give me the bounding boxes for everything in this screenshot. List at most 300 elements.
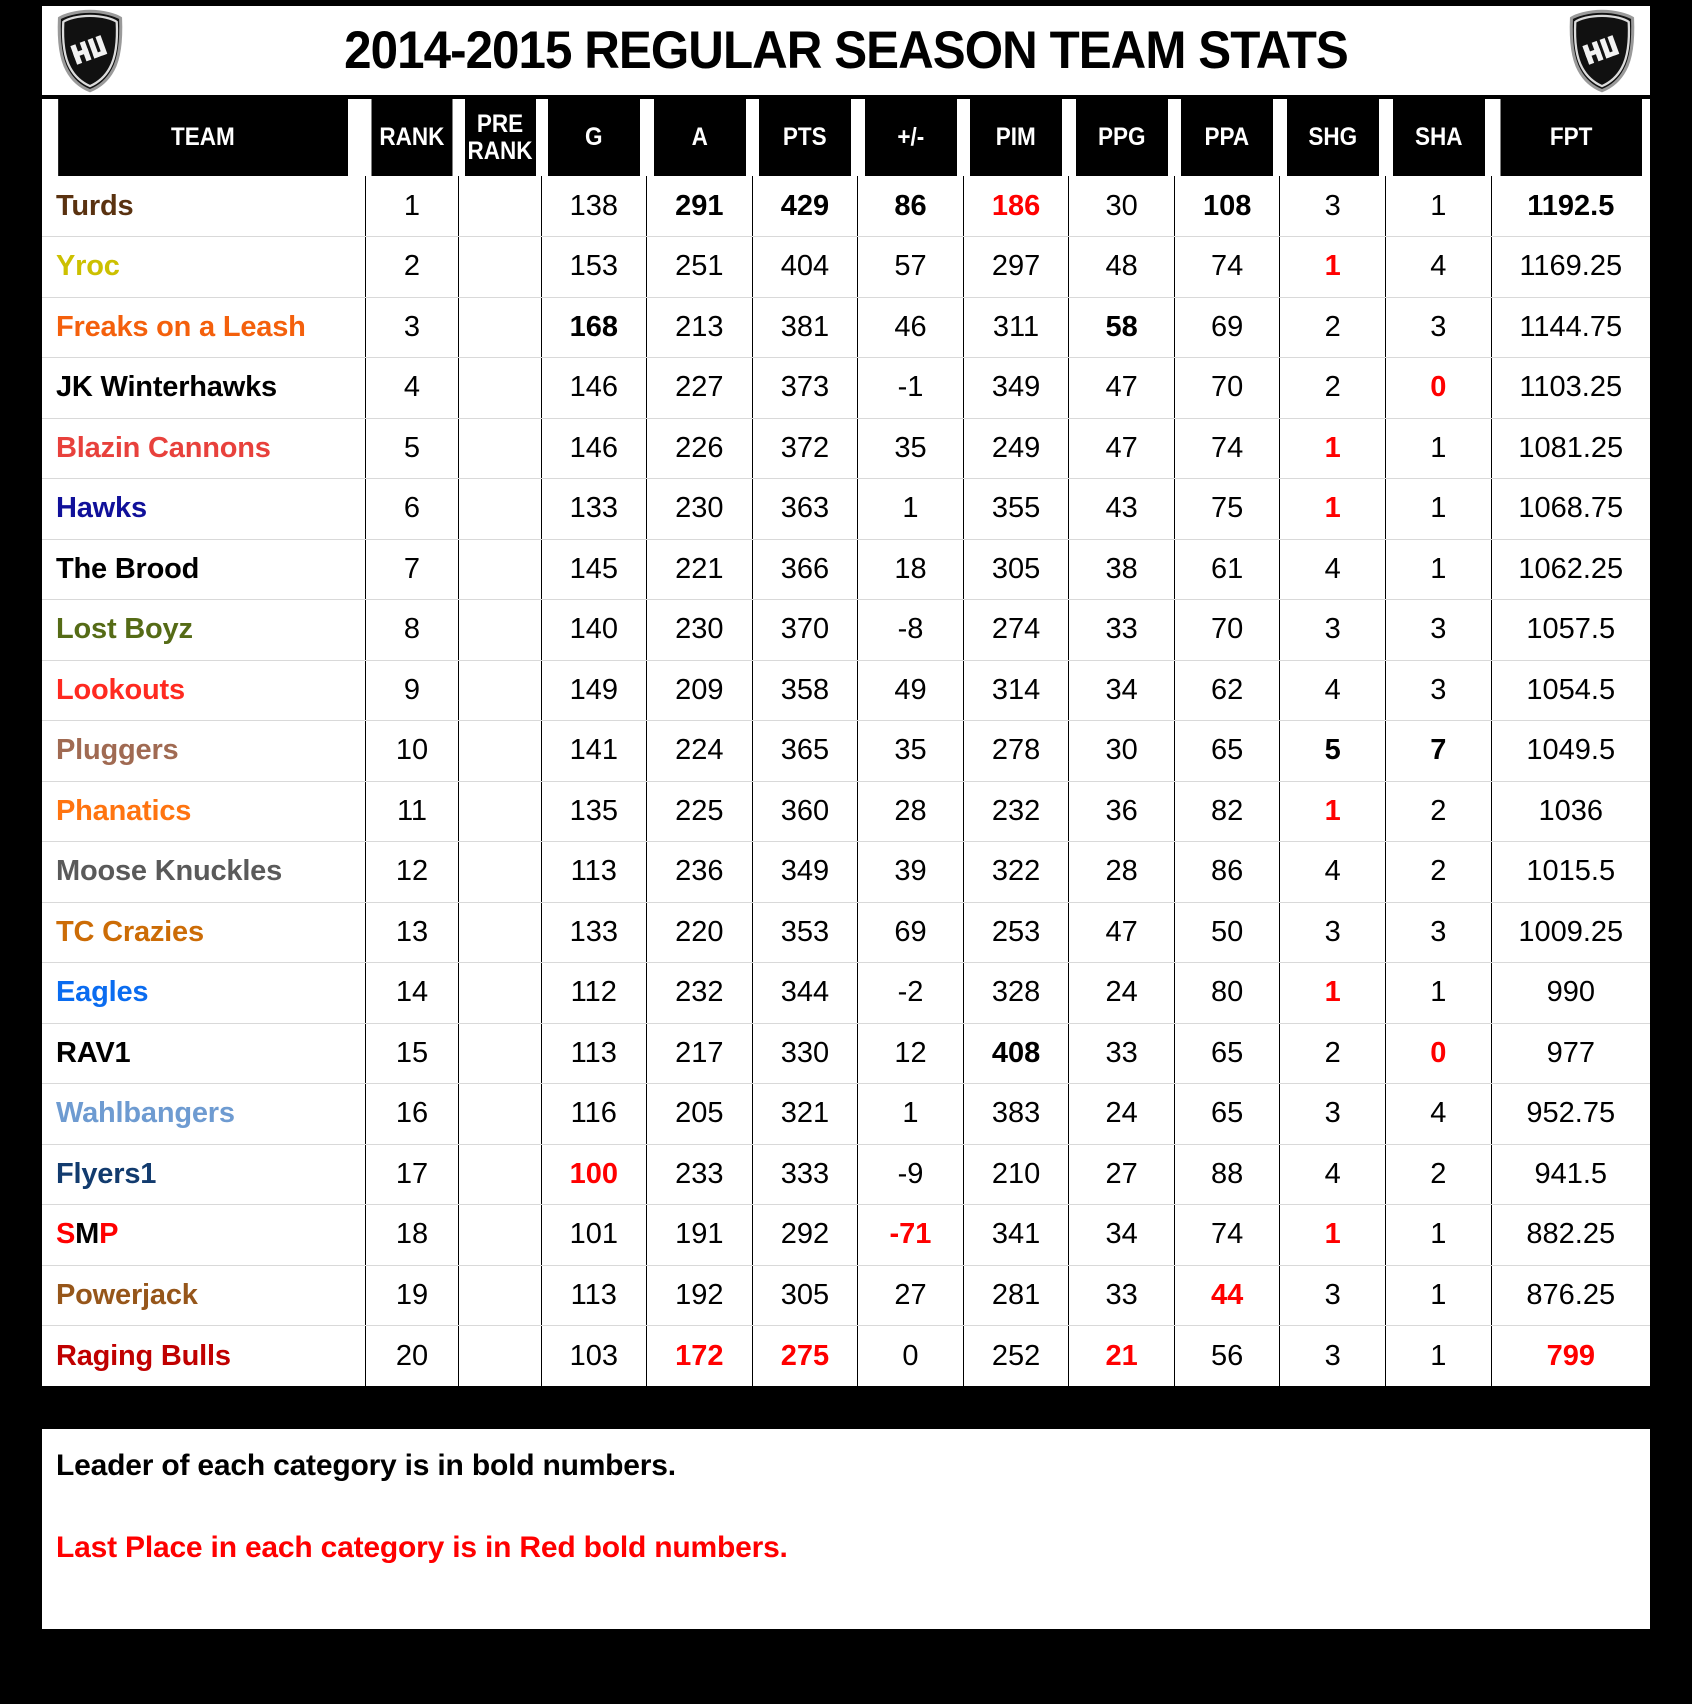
table-row[interactable] [42, 358, 1650, 419]
cell-a[interactable]: 224 [647, 721, 753, 782]
cell-pim[interactable]: 408 [963, 1023, 1069, 1084]
cell-pim[interactable]: 322 [963, 842, 1069, 903]
cell-pm[interactable]: 49 [858, 660, 964, 721]
cell-g[interactable]: 113 [541, 842, 647, 903]
cell-sha[interactable]: 2 [1386, 842, 1492, 903]
cell-ppa[interactable]: 86 [1174, 842, 1280, 903]
cell-pm[interactable]: -71 [858, 1205, 964, 1266]
team-name-cell[interactable]: Powerjack [42, 1265, 365, 1326]
cell-shg[interactable]: 3 [1280, 1265, 1386, 1326]
cell-ppg[interactable]: 28 [1069, 842, 1175, 903]
cell-rank[interactable]: 11 [365, 781, 459, 842]
cell-g[interactable]: 146 [541, 418, 647, 479]
cell-pim[interactable]: 232 [963, 781, 1069, 842]
cell-g[interactable]: 133 [541, 479, 647, 540]
cell-pm[interactable]: 12 [858, 1023, 964, 1084]
cell-a[interactable]: 233 [647, 1144, 753, 1205]
cell-a[interactable]: 291 [647, 176, 753, 237]
team-stats-table [42, 99, 1650, 1386]
team-name-cell[interactable]: Phanatics [42, 781, 365, 842]
team-name-cell[interactable]: Blazin Cannons [42, 418, 365, 479]
table-row[interactable] [42, 963, 1650, 1024]
cell-pm[interactable]: 27 [858, 1265, 964, 1326]
cell-shg[interactable]: 4 [1280, 539, 1386, 600]
cell-ppa[interactable]: 82 [1174, 781, 1280, 842]
cell-a[interactable]: 217 [647, 1023, 753, 1084]
cell-a[interactable]: 227 [647, 358, 753, 419]
cell-fpt[interactable]: 1169.25 [1491, 237, 1650, 298]
cell-fpt[interactable]: 1081.25 [1491, 418, 1650, 479]
cell-pim[interactable]: 252 [963, 1326, 1069, 1387]
cell-pm[interactable]: 57 [858, 237, 964, 298]
table-row[interactable] [42, 721, 1650, 782]
cell-fpt[interactable]: 1103.25 [1491, 358, 1650, 419]
cell-fpt[interactable]: 799 [1491, 1326, 1650, 1387]
column-header-ppg[interactable] [1074, 99, 1169, 176]
cell-shg[interactable]: 3 [1280, 1084, 1386, 1145]
cell-pm[interactable]: -1 [858, 358, 964, 419]
cell-pts[interactable]: 358 [752, 660, 858, 721]
cell-g[interactable]: 153 [541, 237, 647, 298]
cell-a[interactable]: 236 [647, 842, 753, 903]
cell-pim[interactable]: 341 [963, 1205, 1069, 1266]
cell-prerank[interactable] [459, 1205, 541, 1266]
cell-pts[interactable]: 370 [752, 600, 858, 661]
cell-pm[interactable]: 28 [858, 781, 964, 842]
cell-prerank[interactable] [459, 539, 541, 600]
cell-ppg[interactable]: 48 [1069, 237, 1175, 298]
column-header-ppa[interactable] [1180, 99, 1275, 176]
cell-ppa[interactable]: 70 [1174, 600, 1280, 661]
cell-fpt[interactable]: 882.25 [1491, 1205, 1650, 1266]
column-header-fpt[interactable] [1499, 99, 1642, 176]
cell-fpt[interactable]: 1036 [1491, 781, 1650, 842]
cell-pm[interactable]: 46 [858, 297, 964, 358]
team-name-cell[interactable]: Wahlbangers [42, 1084, 365, 1145]
cell-rank[interactable]: 20 [365, 1326, 459, 1387]
cell-a[interactable]: 172 [647, 1326, 753, 1387]
cell-ppg[interactable]: 47 [1069, 418, 1175, 479]
table-row[interactable] [42, 297, 1650, 358]
cell-pts[interactable]: 429 [752, 176, 858, 237]
cell-sha[interactable]: 7 [1386, 721, 1492, 782]
cell-ppg[interactable]: 24 [1069, 963, 1175, 1024]
table-row[interactable] [42, 600, 1650, 661]
cell-rank[interactable]: 17 [365, 1144, 459, 1205]
team-name-cell[interactable]: Hawks [42, 479, 365, 540]
cell-g[interactable]: 146 [541, 358, 647, 419]
cell-shg[interactable]: 2 [1280, 358, 1386, 419]
cell-prerank[interactable] [459, 660, 541, 721]
cell-fpt[interactable]: 1054.5 [1491, 660, 1650, 721]
cell-rank[interactable]: 15 [365, 1023, 459, 1084]
cell-prerank[interactable] [459, 479, 541, 540]
cell-sha[interactable]: 1 [1386, 176, 1492, 237]
cell-sha[interactable]: 3 [1386, 660, 1492, 721]
cell-sha[interactable]: 0 [1386, 358, 1492, 419]
cell-pts[interactable]: 292 [752, 1205, 858, 1266]
cell-pts[interactable]: 404 [752, 237, 858, 298]
cell-shg[interactable]: 1 [1280, 418, 1386, 479]
team-name-cell[interactable]: Yroc [42, 237, 365, 298]
cell-ppg[interactable]: 47 [1069, 358, 1175, 419]
cell-pim[interactable]: 253 [963, 902, 1069, 963]
cell-prerank[interactable] [459, 418, 541, 479]
cell-pm[interactable]: 39 [858, 842, 964, 903]
cell-g[interactable]: 133 [541, 902, 647, 963]
cell-pim[interactable]: 278 [963, 721, 1069, 782]
column-header-sha[interactable] [1391, 99, 1486, 176]
table-row[interactable] [42, 1084, 1650, 1145]
cell-fpt[interactable]: 952.75 [1491, 1084, 1650, 1145]
stats-table-wrapper [42, 99, 1650, 1386]
cell-shg[interactable]: 1 [1280, 1205, 1386, 1266]
cell-ppa[interactable]: 108 [1174, 176, 1280, 237]
cell-ppg[interactable]: 38 [1069, 539, 1175, 600]
cell-pts[interactable]: 305 [752, 1265, 858, 1326]
cell-pts[interactable]: 333 [752, 1144, 858, 1205]
cell-pim[interactable]: 305 [963, 539, 1069, 600]
cell-fpt[interactable]: 1057.5 [1491, 600, 1650, 661]
table-row[interactable] [42, 842, 1650, 903]
cell-rank[interactable]: 16 [365, 1084, 459, 1145]
cell-shg[interactable]: 4 [1280, 842, 1386, 903]
cell-a[interactable]: 192 [647, 1265, 753, 1326]
cell-a[interactable]: 205 [647, 1084, 753, 1145]
cell-pm[interactable]: -2 [858, 963, 964, 1024]
team-name-cell[interactable]: Lookouts [42, 660, 365, 721]
cell-pm[interactable]: 86 [858, 176, 964, 237]
cell-rank[interactable]: 3 [365, 297, 459, 358]
table-row[interactable] [42, 1265, 1650, 1326]
cell-pts[interactable]: 321 [752, 1084, 858, 1145]
column-header-prerank[interactable] [463, 99, 537, 176]
cell-rank[interactable]: 7 [365, 539, 459, 600]
cell-shg[interactable]: 4 [1280, 1144, 1386, 1205]
team-name-cell[interactable]: Raging Bulls [42, 1326, 365, 1387]
cell-prerank[interactable] [459, 721, 541, 782]
cell-g[interactable]: 141 [541, 721, 647, 782]
cell-pts[interactable]: 381 [752, 297, 858, 358]
cell-pim[interactable]: 328 [963, 963, 1069, 1024]
cell-rank[interactable]: 2 [365, 237, 459, 298]
cell-prerank[interactable] [459, 1265, 541, 1326]
cell-rank[interactable]: 10 [365, 721, 459, 782]
cell-pts[interactable]: 372 [752, 418, 858, 479]
cell-pts[interactable]: 360 [752, 781, 858, 842]
cell-ppa[interactable]: 56 [1174, 1326, 1280, 1387]
cell-ppa[interactable]: 88 [1174, 1144, 1280, 1205]
cell-ppa[interactable]: 65 [1174, 1023, 1280, 1084]
cell-sha[interactable]: 2 [1386, 1144, 1492, 1205]
table-row[interactable] [42, 781, 1650, 842]
table-row[interactable] [42, 660, 1650, 721]
table-row[interactable] [42, 479, 1650, 540]
cell-fpt[interactable]: 1144.75 [1491, 297, 1650, 358]
title-bar [42, 6, 1650, 95]
cell-pim[interactable]: 210 [963, 1144, 1069, 1205]
cell-prerank[interactable] [459, 358, 541, 419]
cell-a[interactable]: 221 [647, 539, 753, 600]
cell-fpt[interactable]: 1192.5 [1491, 176, 1650, 237]
cell-pts[interactable]: 353 [752, 902, 858, 963]
cell-prerank[interactable] [459, 237, 541, 298]
cell-sha[interactable]: 4 [1386, 1084, 1492, 1145]
cell-a[interactable]: 251 [647, 237, 753, 298]
cell-ppg[interactable]: 30 [1069, 721, 1175, 782]
cell-pm[interactable]: 0 [858, 1326, 964, 1387]
cell-pm[interactable]: 1 [858, 479, 964, 540]
cell-sha[interactable]: 4 [1386, 237, 1492, 298]
cell-a[interactable]: 232 [647, 963, 753, 1024]
team-name-cell[interactable]: The Brood [42, 539, 365, 600]
cell-ppa[interactable]: 70 [1174, 358, 1280, 419]
cell-fpt[interactable]: 876.25 [1491, 1265, 1650, 1326]
cell-g[interactable]: 112 [541, 963, 647, 1024]
cell-pim[interactable]: 314 [963, 660, 1069, 721]
cell-g[interactable]: 100 [541, 1144, 647, 1205]
team-name-cell[interactable] [42, 1205, 365, 1266]
cell-ppg[interactable]: 30 [1069, 176, 1175, 237]
cell-rank[interactable]: 4 [365, 358, 459, 419]
table-row[interactable] [42, 1023, 1650, 1084]
table-row[interactable] [42, 176, 1650, 237]
cell-prerank[interactable] [459, 842, 541, 903]
table-row[interactable] [42, 1326, 1650, 1387]
cell-fpt[interactable]: 1062.25 [1491, 539, 1650, 600]
column-header-team[interactable] [58, 99, 349, 176]
cell-rank[interactable]: 14 [365, 963, 459, 1024]
cell-pm[interactable]: 69 [858, 902, 964, 963]
cell-ppg[interactable]: 33 [1069, 1265, 1175, 1326]
cell-fpt[interactable]: 977 [1491, 1023, 1650, 1084]
cell-g[interactable]: 140 [541, 600, 647, 661]
cell-shg[interactable]: 3 [1280, 176, 1386, 237]
cell-shg[interactable]: 1 [1280, 963, 1386, 1024]
column-header-g[interactable] [546, 99, 641, 176]
cell-fpt[interactable]: 941.5 [1491, 1144, 1650, 1205]
cell-ppg[interactable]: 34 [1069, 660, 1175, 721]
cell-prerank[interactable] [459, 902, 541, 963]
column-header-pts[interactable] [757, 99, 852, 176]
cell-g[interactable]: 149 [541, 660, 647, 721]
cell-rank[interactable]: 5 [365, 418, 459, 479]
cell-ppa[interactable]: 62 [1174, 660, 1280, 721]
cell-a[interactable]: 230 [647, 600, 753, 661]
cell-ppg[interactable]: 47 [1069, 902, 1175, 963]
cell-g[interactable]: 116 [541, 1084, 647, 1145]
cell-prerank[interactable] [459, 1326, 541, 1387]
cell-pts[interactable]: 373 [752, 358, 858, 419]
cell-ppa[interactable]: 80 [1174, 963, 1280, 1024]
cell-prerank[interactable] [459, 1084, 541, 1145]
cell-ppg[interactable]: 21 [1069, 1326, 1175, 1387]
cell-prerank[interactable] [459, 963, 541, 1024]
cell-shg[interactable]: 2 [1280, 1023, 1386, 1084]
cell-ppa[interactable]: 74 [1174, 1205, 1280, 1266]
cell-prerank[interactable] [459, 297, 541, 358]
cell-a[interactable]: 226 [647, 418, 753, 479]
cell-fpt[interactable]: 1049.5 [1491, 721, 1650, 782]
cell-a[interactable]: 209 [647, 660, 753, 721]
cell-g[interactable]: 135 [541, 781, 647, 842]
cell-a[interactable]: 220 [647, 902, 753, 963]
team-name-cell[interactable]: TC Crazies [42, 902, 365, 963]
cell-shg[interactable]: 3 [1280, 1326, 1386, 1387]
column-header-shg[interactable] [1285, 99, 1380, 176]
team-name-segment: S [56, 1218, 76, 1251]
cell-rank[interactable]: 13 [365, 902, 459, 963]
cell-ppa[interactable]: 44 [1174, 1265, 1280, 1326]
table-row[interactable] [42, 1144, 1650, 1205]
cell-prerank[interactable] [459, 1023, 541, 1084]
cell-shg[interactable]: 2 [1280, 297, 1386, 358]
cell-g[interactable]: 168 [541, 297, 647, 358]
table-row[interactable] [42, 902, 1650, 963]
cell-ppg[interactable]: 33 [1069, 1023, 1175, 1084]
cell-rank[interactable]: 8 [365, 600, 459, 661]
cell-shg[interactable]: 3 [1280, 600, 1386, 661]
cell-shg[interactable]: 1 [1280, 237, 1386, 298]
cell-ppa[interactable]: 65 [1174, 1084, 1280, 1145]
cell-rank[interactable]: 18 [365, 1205, 459, 1266]
cell-g[interactable]: 101 [541, 1205, 647, 1266]
cell-pts[interactable]: 366 [752, 539, 858, 600]
cell-ppa[interactable]: 75 [1174, 479, 1280, 540]
cell-sha[interactable]: 1 [1386, 539, 1492, 600]
cell-pts[interactable]: 365 [752, 721, 858, 782]
cell-a[interactable]: 225 [647, 781, 753, 842]
table-row[interactable] [42, 539, 1650, 600]
cell-sha[interactable]: 3 [1386, 297, 1492, 358]
team-name-cell[interactable]: RAV1 [42, 1023, 365, 1084]
cell-sha[interactable]: 0 [1386, 1023, 1492, 1084]
cell-ppg[interactable]: 43 [1069, 479, 1175, 540]
cell-pim[interactable]: 311 [963, 297, 1069, 358]
cell-g[interactable]: 138 [541, 176, 647, 237]
team-name-cell[interactable]: Flyers1 [42, 1144, 365, 1205]
column-header-rank[interactable] [370, 99, 454, 176]
team-name-cell[interactable]: Lost Boyz [42, 600, 365, 661]
cell-sha[interactable]: 1 [1386, 1265, 1492, 1326]
column-header-a[interactable] [652, 99, 747, 176]
cell-prerank[interactable] [459, 176, 541, 237]
cell-fpt[interactable]: 1009.25 [1491, 902, 1650, 963]
cell-g[interactable]: 113 [541, 1265, 647, 1326]
cell-ppa[interactable]: 65 [1174, 721, 1280, 782]
team-name-cell[interactable]: Pluggers [42, 721, 365, 782]
cell-pim[interactable]: 383 [963, 1084, 1069, 1145]
team-name-cell[interactable]: Freaks on a Leash [42, 297, 365, 358]
cell-sha[interactable]: 1 [1386, 1326, 1492, 1387]
cell-ppg[interactable]: 27 [1069, 1144, 1175, 1205]
cell-pim[interactable]: 355 [963, 479, 1069, 540]
cell-ppa[interactable]: 74 [1174, 237, 1280, 298]
cell-ppa[interactable]: 50 [1174, 902, 1280, 963]
cell-rank[interactable]: 12 [365, 842, 459, 903]
cell-rank[interactable]: 6 [365, 479, 459, 540]
cell-fpt[interactable]: 1015.5 [1491, 842, 1650, 903]
cell-sha[interactable]: 1 [1386, 479, 1492, 540]
cell-fpt[interactable]: 1068.75 [1491, 479, 1650, 540]
cell-g[interactable]: 103 [541, 1326, 647, 1387]
cell-pim[interactable]: 297 [963, 237, 1069, 298]
cell-pim[interactable]: 249 [963, 418, 1069, 479]
cell-pm[interactable]: 35 [858, 721, 964, 782]
cell-fpt[interactable]: 990 [1491, 963, 1650, 1024]
cell-shg[interactable]: 5 [1280, 721, 1386, 782]
cell-sha[interactable]: 1 [1386, 1205, 1492, 1266]
cell-pim[interactable]: 186 [963, 176, 1069, 237]
cell-shg[interactable]: 1 [1280, 479, 1386, 540]
cell-sha[interactable]: 3 [1386, 600, 1492, 661]
cell-a[interactable]: 230 [647, 479, 753, 540]
cell-prerank[interactable] [459, 1144, 541, 1205]
cell-ppg[interactable]: 58 [1069, 297, 1175, 358]
cell-sha[interactable]: 2 [1386, 781, 1492, 842]
cell-pts[interactable]: 275 [752, 1326, 858, 1387]
cell-rank[interactable]: 9 [365, 660, 459, 721]
cell-ppa[interactable]: 74 [1174, 418, 1280, 479]
column-header-label: PPG [1097, 123, 1146, 152]
cell-pts[interactable]: 330 [752, 1023, 858, 1084]
column-header-pim[interactable] [969, 99, 1064, 176]
cell-ppa[interactable]: 61 [1174, 539, 1280, 600]
cell-pm[interactable]: -9 [858, 1144, 964, 1205]
cell-ppa[interactable]: 69 [1174, 297, 1280, 358]
cell-ppg[interactable]: 36 [1069, 781, 1175, 842]
cell-pm[interactable]: 35 [858, 418, 964, 479]
team-name-cell[interactable]: JK Winterhawks [42, 358, 365, 419]
cell-sha[interactable]: 3 [1386, 902, 1492, 963]
cell-prerank[interactable] [459, 781, 541, 842]
cell-ppg[interactable]: 33 [1069, 600, 1175, 661]
cell-shg[interactable]: 1 [1280, 781, 1386, 842]
table-row[interactable] [42, 418, 1650, 479]
cell-pim[interactable]: 274 [963, 600, 1069, 661]
cell-sha[interactable]: 1 [1386, 963, 1492, 1024]
cell-rank[interactable]: 19 [365, 1265, 459, 1326]
column-header-pm[interactable] [863, 99, 958, 176]
table-row[interactable] [42, 237, 1650, 298]
cell-pm[interactable]: -8 [858, 600, 964, 661]
cell-pts[interactable]: 344 [752, 963, 858, 1024]
cell-pts[interactable]: 363 [752, 479, 858, 540]
cell-pts[interactable]: 349 [752, 842, 858, 903]
cell-g[interactable]: 113 [541, 1023, 647, 1084]
cell-a[interactable]: 191 [647, 1205, 753, 1266]
cell-ppg[interactable]: 34 [1069, 1205, 1175, 1266]
team-name-cell[interactable]: Moose Knuckles [42, 842, 365, 903]
cell-pim[interactable]: 281 [963, 1265, 1069, 1326]
cell-pim[interactable]: 349 [963, 358, 1069, 419]
cell-shg[interactable]: 3 [1280, 902, 1386, 963]
table-header [42, 99, 1650, 176]
cell-ppg[interactable]: 24 [1069, 1084, 1175, 1145]
cell-shg[interactable]: 4 [1280, 660, 1386, 721]
cell-g[interactable]: 145 [541, 539, 647, 600]
cell-pm[interactable]: 18 [858, 539, 964, 600]
team-name-segment: P [99, 1218, 119, 1251]
table-row[interactable] [42, 1205, 1650, 1266]
team-name-cell[interactable]: Eagles [42, 963, 365, 1024]
cell-pm[interactable]: 1 [858, 1084, 964, 1145]
cell-a[interactable]: 213 [647, 297, 753, 358]
team-name-cell[interactable]: Turds [42, 176, 365, 237]
cell-prerank[interactable] [459, 600, 541, 661]
cell-sha[interactable]: 1 [1386, 418, 1492, 479]
cell-rank[interactable]: 1 [365, 176, 459, 237]
